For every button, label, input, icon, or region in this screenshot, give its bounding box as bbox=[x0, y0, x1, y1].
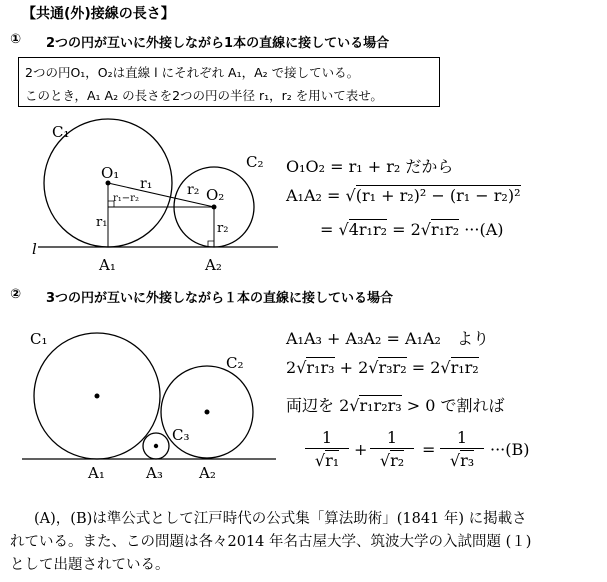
fraction-2-den: √r₂ bbox=[370, 448, 414, 470]
eq5-radicand-2: r₃r₂ bbox=[378, 358, 407, 377]
label-o2: O₂ bbox=[206, 186, 225, 204]
eq2-radicand: (r₁ + r₂)² − (r₁ − r₂)² bbox=[355, 186, 521, 205]
center-c2 bbox=[205, 410, 210, 415]
sqrt-symbol: √ bbox=[368, 358, 379, 377]
fraction-2-num: 1 bbox=[386, 428, 398, 447]
eq3-line bbox=[320, 220, 504, 239]
section2-number: ② bbox=[10, 287, 22, 302]
eq5-coef-1: 2 bbox=[286, 358, 297, 377]
label-a2-2: A₂ bbox=[199, 464, 216, 482]
footer-line-3: として出題されている。 bbox=[10, 557, 170, 573]
eq4-line: A₁A₃ + A₃A₂ = A₁A₂ より bbox=[286, 329, 489, 348]
problem-box bbox=[18, 57, 440, 107]
problem-line-2: このとき，A₁ A₂ の長さを2つの円の半径 r₁，r₂ を用いて表せ。 bbox=[25, 88, 383, 103]
eq5-equals: = 2 bbox=[406, 358, 441, 377]
section1-number: ① bbox=[10, 32, 22, 47]
label-c1-2: C₁ bbox=[30, 330, 48, 348]
fraction-3 bbox=[440, 428, 484, 470]
fraction-2 bbox=[370, 428, 414, 470]
label-o1: O₁ bbox=[101, 164, 120, 182]
figure-three-circles bbox=[0, 318, 285, 488]
label-c2: C₂ bbox=[246, 153, 264, 171]
label-r1-side: r₁ bbox=[96, 215, 108, 230]
fraction-1-num: 1 bbox=[321, 428, 333, 447]
figure-two-circles bbox=[0, 110, 285, 280]
eq6-post: > 0 で割れば bbox=[401, 396, 505, 415]
eq6-radicand: r₁r₂r₃ bbox=[359, 396, 402, 415]
fraction-3-den: √r₃ bbox=[440, 448, 484, 470]
label-r2-side: r₂ bbox=[217, 221, 229, 236]
center-c3 bbox=[154, 444, 158, 448]
eq3-mid: = 2 bbox=[387, 220, 421, 239]
eq3-pre: = bbox=[320, 220, 339, 239]
sqrt-symbol: √ bbox=[345, 186, 356, 205]
eq2-line bbox=[286, 186, 521, 205]
sqrt-symbol: √ bbox=[296, 358, 307, 377]
eq5-line bbox=[286, 358, 479, 377]
fraction-1-den-rad: r₁ bbox=[325, 451, 340, 470]
footer-line-1: (A)，(B)は準公式として江戸時代の公式集「算法助術」(1841 年) に掲載さ bbox=[34, 511, 527, 527]
label-r1-top: r₁ bbox=[140, 176, 153, 192]
eq5-radicand-1: r₁r₃ bbox=[306, 358, 335, 377]
eq2-lhs: A₁A₂ = bbox=[286, 186, 346, 205]
equals-sign: = bbox=[422, 440, 436, 459]
sqrt-symbol: √ bbox=[349, 396, 360, 415]
label-r1-minus-r2: r₁−r₂ bbox=[113, 193, 139, 204]
eq6-pre: 両辺を 2 bbox=[286, 396, 350, 415]
label-c2-2: C₂ bbox=[226, 354, 244, 372]
label-c1: C₁ bbox=[52, 123, 70, 141]
section1-heading: 2つの円が互いに外接しながら1本の直線に接している場合 bbox=[46, 36, 390, 51]
label-c3-2: C₃ bbox=[172, 426, 190, 444]
page-title: 【共通(外)接線の長さ】 bbox=[22, 6, 175, 22]
label-a1: A₁ bbox=[99, 256, 116, 274]
section2-heading: 3つの円が互いに外接しながら１本の直線に接している場合 bbox=[46, 291, 394, 306]
sqrt-symbol: √ bbox=[420, 220, 431, 239]
fraction-3-den-rad: r₃ bbox=[460, 451, 475, 470]
label-r2-top: r₂ bbox=[187, 182, 200, 198]
fraction-3-num: 1 bbox=[456, 428, 468, 447]
eq3-tag: ···(A) bbox=[459, 220, 504, 239]
fraction-1 bbox=[305, 428, 349, 470]
fraction-1-den: √r₁ bbox=[305, 448, 349, 470]
eq3-radicand-1: 4r₁r₂ bbox=[348, 220, 388, 239]
center-c1 bbox=[95, 394, 100, 399]
plus-sign: + bbox=[354, 440, 368, 459]
problem-line-1: 2つの円O₁，O₂は直線 l にそれぞれ A₁，A₂ で接している。 bbox=[25, 65, 360, 80]
label-a3-2: A₃ bbox=[146, 464, 163, 482]
label-a1-2: A₁ bbox=[88, 464, 105, 482]
eq5-radicand-3: r₁r₂ bbox=[450, 358, 479, 377]
label-a2: A₂ bbox=[205, 256, 222, 274]
center-o2 bbox=[212, 205, 217, 210]
sqrt-symbol: √ bbox=[440, 358, 451, 377]
label-line-l: l bbox=[32, 240, 37, 258]
eq-tag-b: ···(B) bbox=[490, 440, 530, 459]
eq5-plus: + 2 bbox=[334, 358, 369, 377]
fraction-2-den-rad: r₂ bbox=[390, 451, 405, 470]
sqrt-symbol: √ bbox=[338, 220, 349, 239]
eq1-line: O₁O₂ = r₁ + r₂ だから bbox=[286, 157, 454, 176]
eq6-line bbox=[286, 393, 505, 416]
footer-line-2: れている。また、この問題は各々2014 年名古屋大学、筑波大学の入試問題 (１) bbox=[10, 534, 532, 550]
eq3-radicand-2: r₁r₂ bbox=[430, 220, 460, 239]
